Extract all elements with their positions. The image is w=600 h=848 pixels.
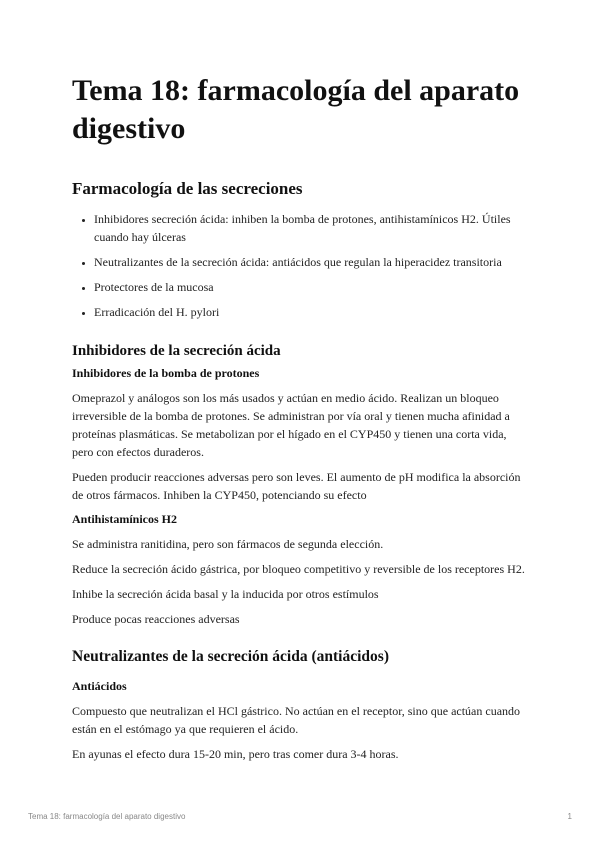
subheading-bomba-protones: Inhibidores de la bomba de protones — [72, 366, 260, 380]
list-item: • Inhibidores secreción ácida: inhiben la bomba de protones, antihistamínicos H2. Útiles cuando hay úlceras — [94, 210, 528, 246]
list-item: • Erradicación del H. pylori — [94, 303, 528, 321]
secreciones-list — [72, 210, 528, 321]
paragraph: Produce pocas reacciones adversas — [72, 612, 240, 626]
paragraph: Compuesto que neutralizan el HCl gástrico. No actúan en el receptor, sino que actúan cuando están en el estómago ya que requieren el ácido. — [72, 704, 521, 736]
footer-title: Tema 18: farmacología del aparato digestivo — [28, 812, 186, 821]
paragraph: Inhibe la secreción ácida basal y la inducida por otros estímulos — [72, 587, 379, 601]
paragraph: En ayunas el efecto dura 15-20 min, pero tras comer dura 3-4 horas. — [72, 747, 399, 761]
section-heading-inhibidores: Inhibidores de la secreción ácida — [72, 343, 281, 359]
page-footer — [28, 812, 572, 821]
paragraph: Omeprazol y análogos son los más usados y actúan en medio ácido. Realizan un bloqueo irreversible de la bomba de protones. Se administran por vía oral y tienen mucha afinidad a proteínas plasmáticas. Se metabolizan por el hígado en el CYP450 y tienen una corta vida, pero con efectos duraderos. — [72, 391, 510, 459]
list-item: • Neutralizantes de la secreción ácida: antiácidos que regulan la hiperacidez transitoria — [94, 253, 528, 271]
section-heading-secreciones: Farmacología de las secreciones — [72, 179, 303, 198]
subheading-antiacidos: Antiácidos — [72, 679, 127, 693]
paragraph: Se administra ranitidina, pero son fármacos de segunda elección. — [72, 537, 384, 551]
section-heading-neutralizantes: Neutralizantes de la secreción ácida (antiácidos) — [72, 648, 389, 665]
subheading-antihistaminicos: Antihistamínicos H2 — [72, 512, 178, 526]
paragraph: Pueden producir reacciones adversas pero son leves. El aumento de pH modifica la absorción de otros fármacos. Inhiben la CYP450, potenciando su efecto — [72, 470, 521, 502]
list-item: • Protectores de la mucosa — [94, 278, 528, 296]
document-title: Tema 18: farmacología del aparato digestivo — [72, 74, 520, 145]
page-number: 1 — [567, 812, 572, 821]
paragraph: Reduce la secreción ácido gástrica, por bloqueo competitivo y reversible de los receptores H2. — [72, 562, 525, 576]
document-page — [72, 72, 528, 770]
